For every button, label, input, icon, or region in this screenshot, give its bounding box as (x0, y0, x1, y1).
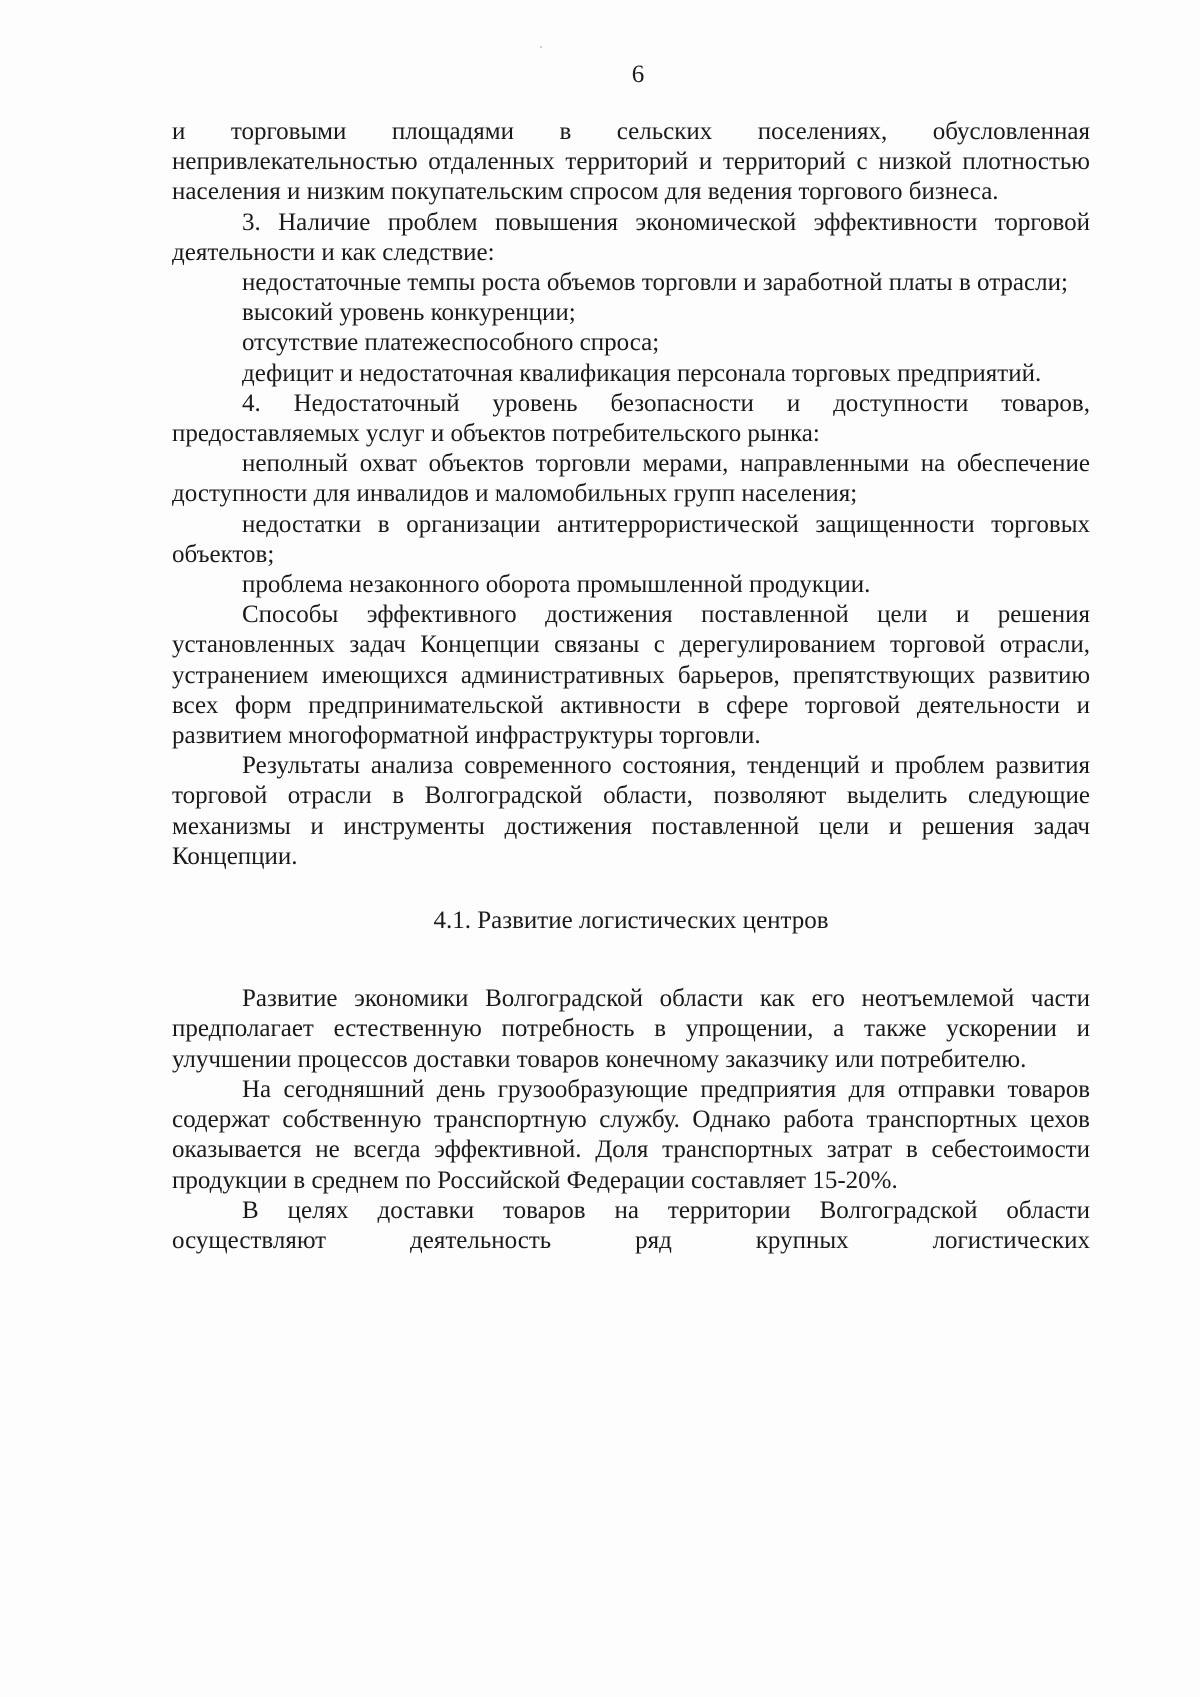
paragraph-11: Способы эффективного достижения поставленной цели и решения установленных задач Концепции связаны с дерегулированием торговой отрасли, устранением имеющихся административных барьеров, препятствующих развитию всех форм предпринимательской активности в сфере торговой деятельности и развитием многоформатной инфраструктуры торговли. (172, 601, 1090, 750)
section-paragraph-2: На сегодняшний день грузообразующие предприятия для отправки товаров содержат собственную транспортную службу. Однако работа транспортных цехов оказывается не всегда эффективной. Доля транспортных затрат в себестоимости продукции в среднем по Российской Федерации составляет 15-20%. (172, 1075, 1090, 1194)
paragraph-10: проблема незаконного оборота промышленной продукции. (242, 571, 871, 599)
scan-mark (540, 46, 542, 48)
section-paragraph-3: В целях доставки товаров на территории Волгоградской области осуществляют деятельность ряд крупных логистических (172, 1196, 1090, 1254)
section-paragraph-1: Развитие экономики Волгоградской области как его неотъемлемой части предполагает естественную потребность в упрощении, а также ускорении и улучшении процессов доставки товаров конечному заказчику или потребителю. (172, 985, 1090, 1073)
paragraph-6: дефицит и недостаточная квалификация персонала торговых предприятий. (242, 359, 1042, 387)
paragraph-4: высокий уровень конкуренции; (242, 299, 576, 327)
paragraph-2: 3. Наличие проблем повышения экономической эффективности торговой деятельности и как следствие: (172, 208, 1090, 266)
section-heading: 4.1. Развитие логистических центров (433, 907, 829, 935)
paragraph-3: недостаточные темпы роста объемов торговли и заработной платы в отрасли; (242, 269, 1068, 297)
paragraph-12: Результаты анализа современного состояния, тенденций и проблем развития торговой отрасли в Волгоградской области, позволяют выделить следующие механизмы и инструменты достижения поставленной цели и решения задач Концепции. (172, 752, 1090, 870)
paragraph-5: отсутствие платежеспособного спроса; (242, 329, 660, 357)
paragraph-9: недостатки в организации антитеррористической защищенности торговых объектов; (172, 510, 1090, 568)
document-body (172, 117, 1090, 1256)
page-number: 6 (631, 61, 645, 88)
paragraph-8: неполный охват объектов торговли мерами, направленными на обеспечение доступности для инвалидов и маломобильных групп населения; (172, 450, 1090, 508)
paragraph-7: 4. Недостаточный уровень безопасности и доступности товаров, предоставляемых услуг и объектов потребительского рынка: (172, 389, 1090, 448)
paragraph-1: и торговыми площадями в сельских поселениях, обусловленная непривлекательностью отдаленных территорий и территорий с низкой плотностью населения и низким покупательским спросом для ведения торгового бизнеса. (172, 118, 1090, 206)
